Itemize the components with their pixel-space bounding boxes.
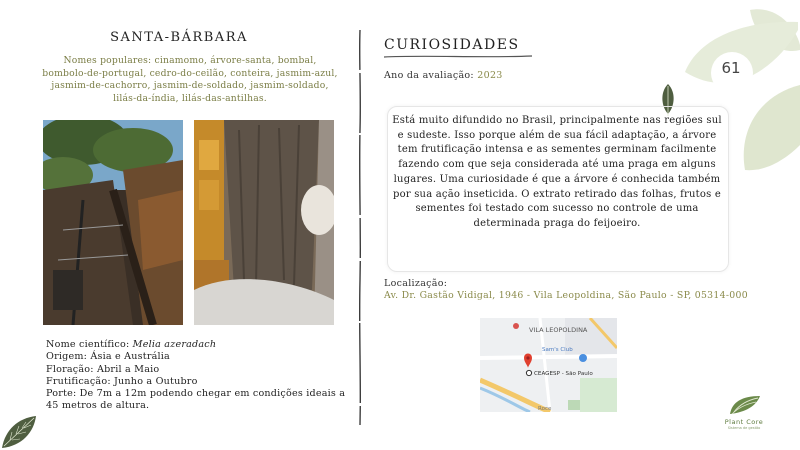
tree-facts (46, 339, 356, 413)
tree-photo-trunk (194, 120, 334, 325)
origin: Origem: Ásia e Austrália (46, 351, 170, 363)
scientific-name-label: Nome científico: (46, 339, 133, 350)
scientific-name: Melia azeradach (132, 339, 217, 350)
scientific-name-row (46, 339, 356, 351)
logo-name: Plant Core (724, 418, 764, 426)
plant-core-logo-icon (726, 392, 766, 418)
fruiting: Frutificação: Junho a Outubro (46, 375, 198, 387)
title-underline (384, 53, 534, 61)
tree-title: SANTA-BÁRBARA (110, 30, 248, 45)
map-image (480, 318, 617, 412)
location-map[interactable] (480, 318, 617, 412)
logo-tagline: Sistema de gestão (727, 426, 761, 430)
location-address: Av. Dr. Gastão Vidigal, 1946 - Vila Leopoldina, São Paulo - SP, 05314-000 (384, 290, 748, 301)
curiosities-title: CURIOSIDADES (384, 37, 520, 53)
page-number: 61 (721, 59, 741, 77)
size: Porte: De 7m a 12m podendo chegar em condições ideais a 45 metros de altura. (46, 388, 346, 412)
leaf-decoration-bottom-left (0, 412, 40, 450)
curiosity-text: Está muito difundido no Brasil, principalmente nas regiões sul e sudeste. Isso porque além de sua fácil adaptação, a árvore tem frutificação intensa e as sementes germinam facilmente fazendo com que seja considerada até uma praga em alguns lugares. Uma curiosidade é que a árvore é conhecida também por sua ação inseticida. O extrato retirado das folhas, frutos e sementes foi testado com sucesso no controle de uma determinada praga do feijoeiro. (392, 115, 722, 229)
tree-photo-canopy (43, 120, 183, 325)
map-corner-label: Roce (538, 406, 552, 412)
map-pin-label: CEAGESP - São Paulo (534, 371, 593, 377)
year-label: Ano da avaliação: (384, 70, 478, 81)
evaluation-year (384, 70, 503, 81)
divider-line (356, 30, 364, 425)
map-store-label: Sam's Club (542, 347, 573, 353)
flowering: Floração: Abril a Maio (46, 363, 160, 375)
map-district: VILA LEOPOLDINA (529, 326, 588, 334)
popular-names: Nomes populares: cinamomo, árvore-santa, bombal, bombolo-de-portugal, cedro-do-ceilão, conteira, jasmim-azul, jasmim-de-cachorro, jasmim-de-soldado, jasmim-soldado, lilás-da-índia, lilás-das-antilhas. (42, 55, 338, 104)
map-district-label (529, 326, 588, 334)
location-label: Localização: (384, 278, 448, 289)
year-value: 2023 (477, 70, 503, 81)
